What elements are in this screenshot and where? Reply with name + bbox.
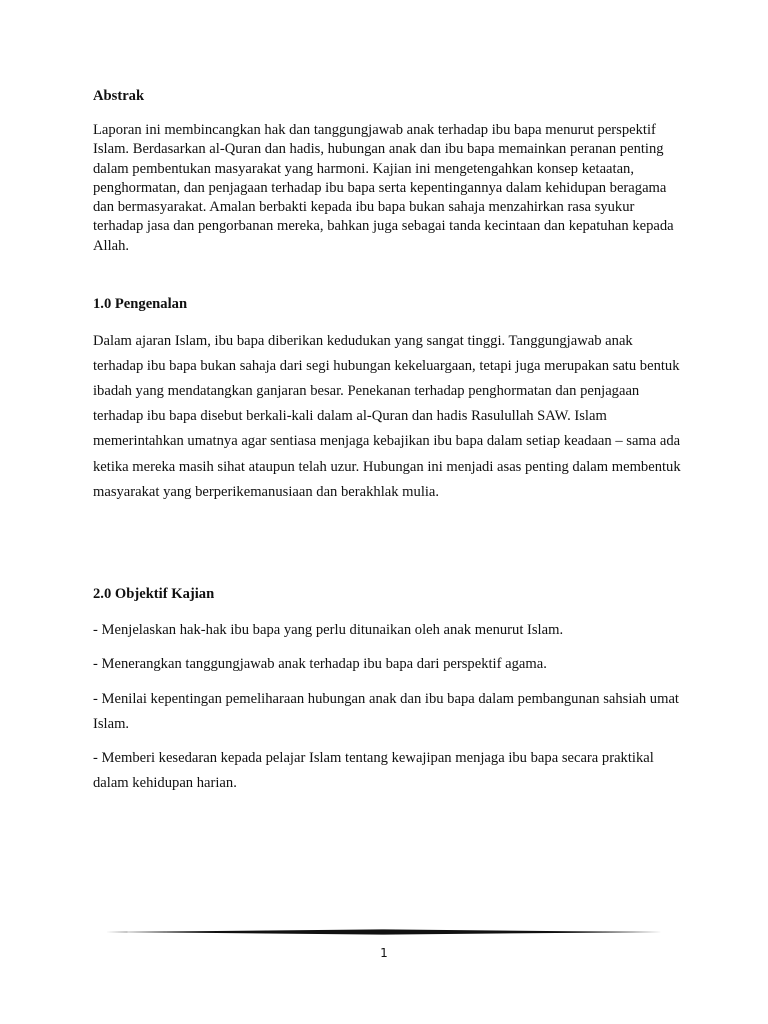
objective-item: - Menjelaskan hak-hak ibu bapa yang perlu ditunaikan oleh anak menurut Islam.	[93, 621, 564, 638]
abstract-paragraph: Laporan ini membincangkan hak dan tanggungjawab anak terhadap ibu bapa menurut perspektif Islam. Berdasarkan al-Quran dan hadis, hubungan anak dan ibu bapa memainkan peranan penting dalam pembentukan masyarakat yang harmoni. Kajian ini mengetengahkan konsep ketaatan, penghormatan, dan penjagaan terhadap ibu bapa serta kepentingannya dalam kehidupan beragama dan bermasyarakat. Amalan berbakti kepada ibu bapa bukan sahaja menzahirkan rasa syukur terhadap jasa dan pengorbanan mereka, bahkan juga sebagai tanda kecintaan dan kepatuhan kepada Allah.	[93, 122, 674, 254]
abstract-heading: Abstrak	[93, 88, 145, 104]
objective-item: - Memberi kesedaran kepada pelajar Islam tentang kewajipan menjaga ibu bapa secara praktikal dalam kehidupan harian.	[93, 750, 654, 791]
introduction-heading: 1.0 Pengenalan	[93, 296, 188, 313]
page-number: 1	[380, 946, 388, 960]
objective-item: - Menilai kepentingan pemeliharaan hubungan anak dan ibu bapa dalam pembangunan sahsiah umat Islam.	[93, 690, 679, 732]
footer-divider	[106, 929, 662, 935]
introduction-paragraph: Dalam ajaran Islam, ibu bapa diberikan kedudukan yang sangat tinggi. Tanggungjawab anak terhadap ibu bapa bukan sahaja dari segi hubungan kekeluargaan, tetapi juga merupakan satu bentuk ibadah yang mendatangkan ganjaran besar. Penekanan terhadap penghormatan dan penjagaan terhadap ibu bapa disebut berkali-kali dalam al-Quran dan hadis Rasulullah SAW. Islam memerintahkan umatnya agar sentiasa menjaga kebajikan ibu bapa dalam setiap keadaan – sama ada ketika mereka masih sihat ataupun telah uzur. Hubungan ini menjadi asas penting dalam membentuk masyarakat yang berperikemanusiaan dan berakhlak mulia.	[93, 333, 681, 500]
objective-item: - Menerangkan tanggungjawab anak terhadap ibu bapa dari perspektif agama.	[93, 656, 547, 673]
document-content	[93, 86, 683, 805]
objectives-heading: 2.0 Objektif Kajian	[93, 585, 215, 602]
